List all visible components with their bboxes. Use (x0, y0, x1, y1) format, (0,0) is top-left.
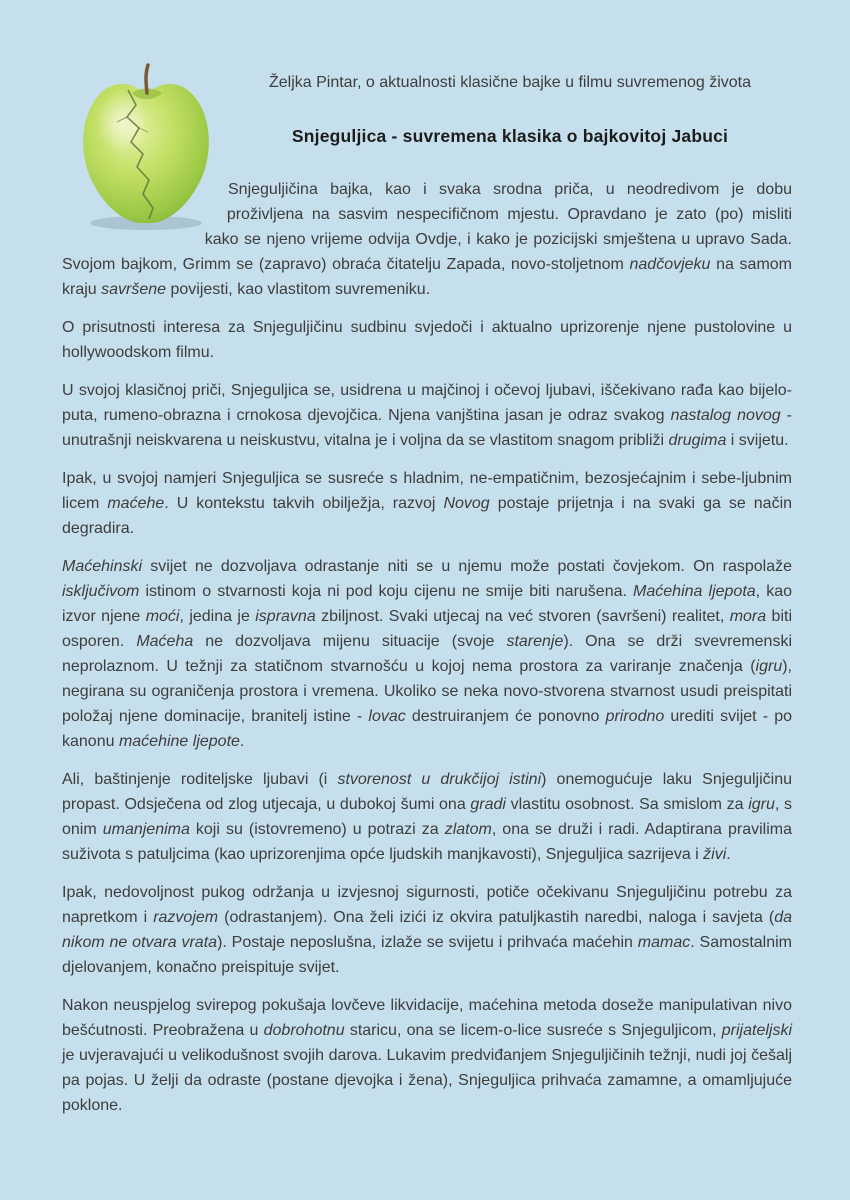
cracked-apple-icon (70, 60, 222, 232)
byline: Željka Pintar, o aktualnosti klasične bajke u filmu suvremenog života (268, 74, 751, 91)
article-body (62, 177, 792, 1118)
paragraph: Snjeguljičina bajka, kao i svaka srodna priča, u neodredivom je dobu proživljena na sasvim nespecifičnom mjestu. Opravdano je zato (po) misliti kako se njeno vrijeme odvija Ovdje, i kako je pozicijski smještena u upravo Sada. Svojom bajkom, Grimm se (zapravo) obraća čitatelju Zapada, novo-stoljetnom nadčovjeku na samom kraju savršene povijesti, kao vlastitom suvremeniku. (62, 181, 792, 298)
paragraph: Ali, baštinjenje roditeljske ljubavi (i stvorenost u drukčijoj istini) onemogućuje laku Snjeguljičinu propast. Odsječena od zlog utjecaja, u dubokoj šumi ona gradi vlastitu osobnost. Sa smislom za igru, s onim umanjenima koji su (istovremeno) u potrazi za zlatom, ona se druži i radi. Adaptirana pravilima suživota s patuljcima (kao uprizorenjima opće ljudskih manjkavosti), Snjeguljica sazrijeva i živi. (62, 771, 793, 863)
paragraph: O prisutnosti interesa za Snjeguljičinu sudbinu svjedoči i aktualno uprizorenje njene pustolovine u hollywoodskom filmu. (62, 319, 792, 361)
paragraph: Ipak, nedovoljnost pukog održanja u izvjesnoj sigurnosti, potiče očekivanu Snjeguljičinu potrebu za napretkom i razvojem (odrastanjem). Ona želi izići iz okvira patuljkastih naredbi, naloga i savjeta (da nikom ne otvara vrata). Postaje neposlušna, izlaže se svijetu i prihvaća maćehin mamac. Samostalnim djelovanjem, konačno preispituje svijet. (62, 884, 793, 976)
article-title: Snjeguljica - suvremena klasika o bajkovitoj Jabuci (291, 126, 729, 146)
paragraph: Ipak, u svojoj namjeri Snjeguljica se susreće s hladnim, ne-empatičnim, bezosjećajnim i sebe-ljubnim licem maćehe. U kontekstu takvih obilježja, razvoj Novog postaje prijetnja i na svaki ga se način degradira. (62, 470, 793, 537)
apple-illustration (70, 60, 222, 232)
paragraph: Nakon neuspjelog svirepog pokušaja lovčeve likvidacije, maćehina metoda doseže manipulativan nivo bešćutnosti. Preobražena u dobrohotnu staricu, ona se licem-o-lice susreće s Snjeguljicom, prijateljski je uvjeravajući u velikodušnost svojih darova. Lukavim predviđanjem Snjeguljičinih težnji, nudi joj češalj pa pojas. U želji da odraste (postane djevojka i žena), Snjeguljica prihvaća zamamne, a omamljujuće poklone. (62, 997, 793, 1114)
paragraph: U svojoj klasičnoj priči, Snjeguljica se, usidrena u majčinoj i očevoj ljubavi, iščekivano rađa kao bijelo-puta, rumeno-obrazna i crnokosa djevojčica. Njena vanjština jasan je odraz svakog nastalog novog - unutrašnji neiskvarena u neiskustvu, vitalna je i voljna da se vlastitom snagom približi drugima i svijetu. (62, 382, 793, 449)
paragraph: Maćehinski svijet ne dozvoljava odrastanje niti se u njemu može postati čovjekom. On raspolaže isključivom istinom o stvarnosti koja ni pod koju cijenu ne smije biti narušena. Maćehina ljepota, kao izvor njene moći, jedina je ispravna zbiljnost. Svaki utjecaj na već stvoren (savršeni) realitet, mora biti osporen. Maćeha ne dozvoljava mijenu situacije (svoje starenje). Ona se drži svevremenski neprolaznom. U težnji za statičnom stvarnošću u kojoj nema prostora za variranje značenja (igru), negirana su ograničenja prostora i vremena. Ukoliko se neka novo-stvorena stvarnost usudi preispitati položaj njene dominacije, branitelj istine - lovac destruiranjem će ponovno prirodno urediti svijet - po kanonu maćehine ljepote. (62, 558, 793, 750)
